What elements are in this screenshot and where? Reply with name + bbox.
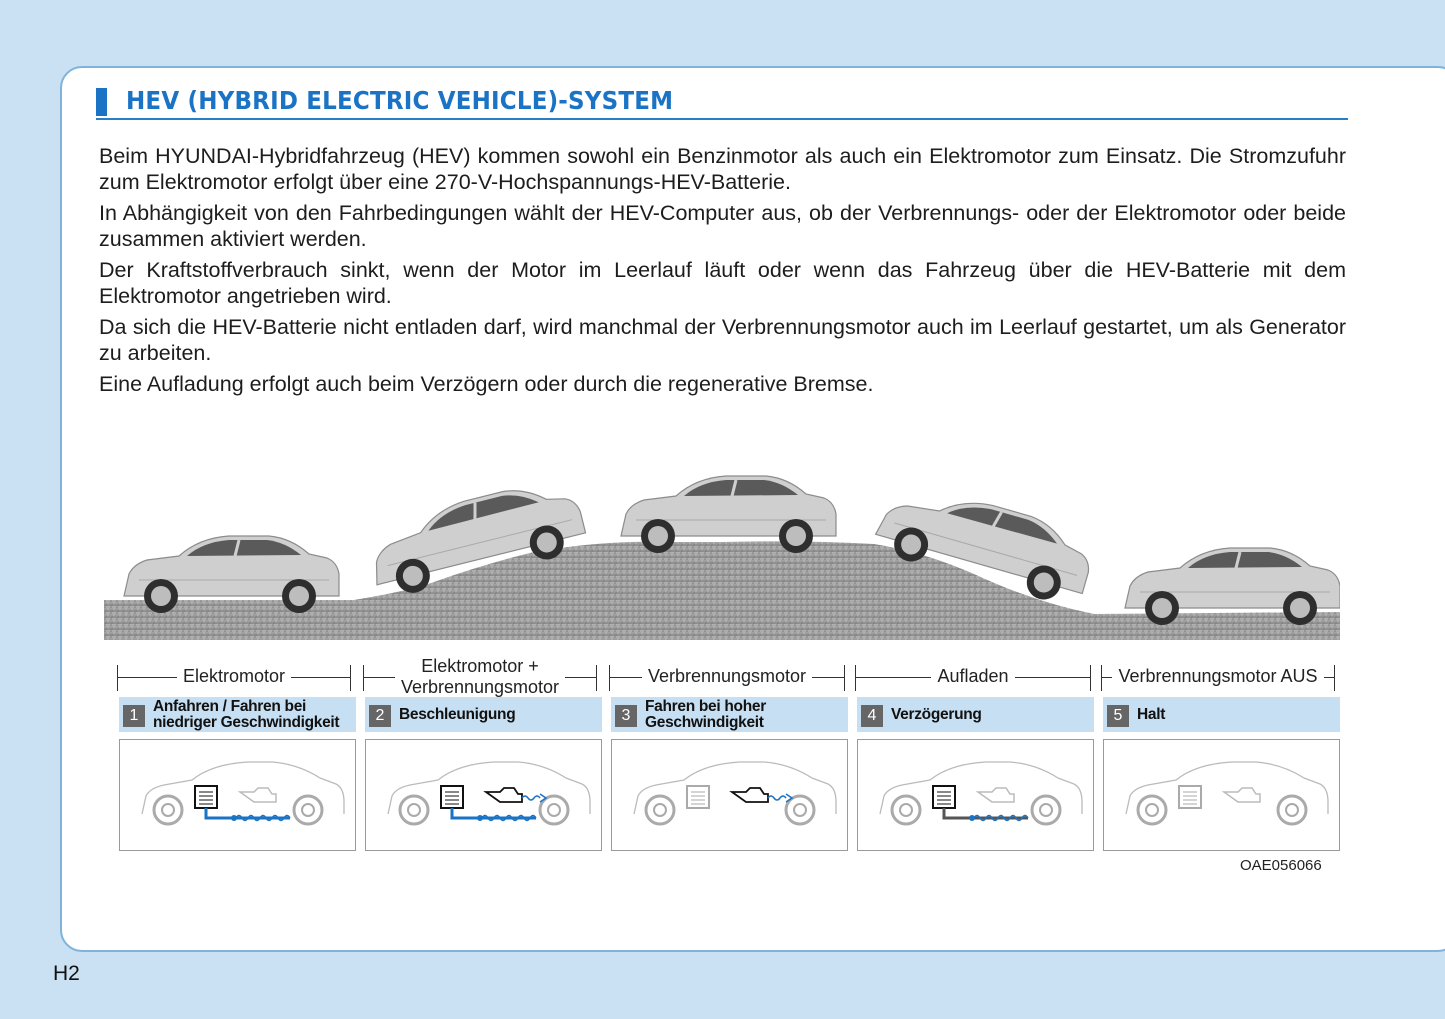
section-header <box>96 86 1348 120</box>
paragraph: Beim HYUNDAI-Hybridfahrzeug (HEV) kommen sowohl ein Benzinmotor als auch ein Elektromotor zum Einsatz. Die Stromzufuhr zum Elektromotor erfolgt über eine 270-V-Hochspannungs-HEV-Batterie. <box>99 144 1346 194</box>
powerflow-diagram <box>119 739 356 851</box>
paragraph: Der Kraftstoffverbrauch sinkt, wenn der Motor im Leerlauf läuft oder wenn das Fahrzeug über die HEV-Batterie mit dem Elektromotor angetrieben wird. <box>99 258 1346 308</box>
page-title: HEV (HYBRID ELECTRIC VEHICLE)-SYSTEM <box>126 86 674 115</box>
step-4 <box>857 697 1094 732</box>
step-5 <box>1103 697 1340 732</box>
step-header <box>1103 697 1340 732</box>
powerflow-diagram <box>365 739 602 851</box>
driving-scene-illustration <box>104 462 1340 640</box>
phase-electric-combustion: Elektromotor + Verbrennungsmotor <box>363 652 597 696</box>
page-number: H2 <box>53 962 80 985</box>
step-3 <box>611 697 848 732</box>
powerflow-diagram <box>1103 739 1340 851</box>
step-number: 3 <box>615 705 637 727</box>
driving-steps <box>119 697 1341 853</box>
step-number: 1 <box>123 705 145 727</box>
phase-ranges <box>117 652 1337 696</box>
figure-code: OAE056066 <box>1240 857 1322 874</box>
step-header <box>857 697 1094 732</box>
step-1 <box>119 697 356 732</box>
step-header <box>365 697 602 732</box>
phase-charging: Aufladen <box>855 652 1091 696</box>
powerflow-diagram <box>857 739 1094 851</box>
step-number: 5 <box>1107 705 1129 727</box>
step-label: Anfahren / Fahren bei niedriger Geschwindigkeit <box>153 697 340 731</box>
title-marker <box>96 88 107 116</box>
intro-text <box>99 144 1346 404</box>
phase-combustion: Verbrennungsmotor <box>609 652 845 696</box>
step-label: Verzögerung <box>891 705 982 723</box>
paragraph: In Abhängigkeit von den Fahrbedingungen wählt der HEV-Computer aus, ob der Verbrennungs- oder der Elektromotor oder beide zusammen aktiviert werden. <box>99 201 1346 251</box>
step-label: Beschleunigung <box>399 705 516 723</box>
paragraph: Eine Aufladung erfolgt auch beim Verzögern oder durch die regenerative Bremse. <box>99 372 874 396</box>
step-label: Halt <box>1137 705 1166 723</box>
step-header <box>119 697 356 732</box>
phase-engine-off: Verbrennungsmotor AUS <box>1101 652 1335 696</box>
phase-electric: Elektromotor <box>117 652 351 696</box>
step-number: 4 <box>861 705 883 727</box>
step-number: 2 <box>369 705 391 727</box>
car-3 <box>621 476 836 553</box>
step-label: Fahren bei hoher Geschwindigkeit <box>645 697 766 731</box>
powerflow-diagram <box>611 739 848 851</box>
step-header <box>611 697 848 732</box>
paragraph: Da sich die HEV-Batterie nicht entladen darf, wird manchmal der Verbrennungsmotor auch im Leerlauf gestartet, um als Generator zu arbeiten. <box>99 315 1346 365</box>
step-2 <box>365 697 602 732</box>
